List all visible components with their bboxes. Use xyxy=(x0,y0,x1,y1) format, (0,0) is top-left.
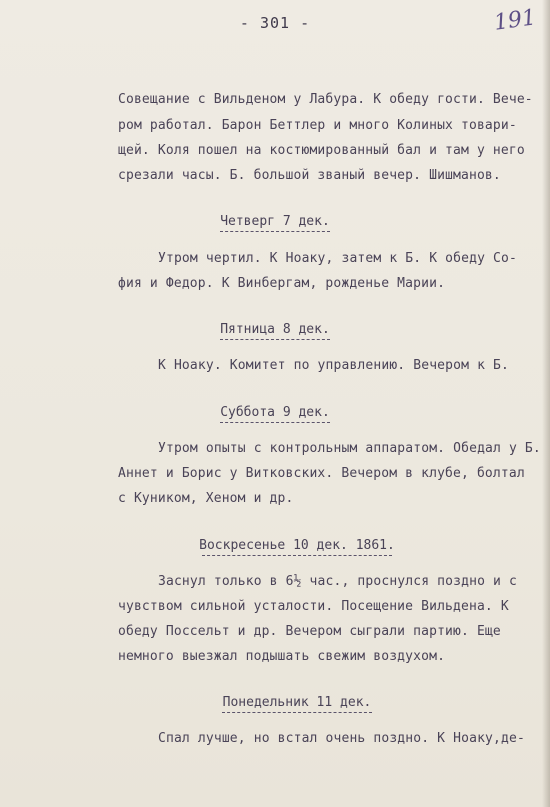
entry-heading-text: Четверг 7 дек. xyxy=(220,214,330,229)
text-line: Утром чертил. К Ноаку, затем к Б. К обеду Со- xyxy=(158,251,517,266)
heading-underline xyxy=(220,421,330,423)
text-line: Утром опыты с контрольным аппаратом. Обедал у Б. xyxy=(158,441,541,456)
heading-underline xyxy=(220,230,330,232)
text-line: с Куником, Хеном и др. xyxy=(118,491,294,506)
entry-heading-text: Воскресенье 10 дек. 1861. xyxy=(199,538,395,553)
text-line: чувством сильной усталости. Посещение Вильдена. К xyxy=(118,599,509,614)
text-line: Спал лучше, но встал очень поздно. К Ноаку,де- xyxy=(158,731,525,746)
text-line: ром работал. Барон Беттлер и много Колиных товари- xyxy=(118,118,517,133)
text-line: Совещание с Вильденом у Лабура. К обеду гости. Вече- xyxy=(118,92,533,107)
heading-underline xyxy=(220,338,330,340)
entry-heading xyxy=(0,322,550,340)
entry-heading xyxy=(0,538,550,556)
text-line: Аннет и Борис у Витковских. Вечером в клубе, болтал xyxy=(118,466,525,481)
entry-heading-text: Суббота 9 дек. xyxy=(220,405,330,420)
heading-underline xyxy=(202,554,392,556)
page-edge-shadow xyxy=(542,0,550,807)
text-line: фия и Федор. К Винбергам, рожденье Марии. xyxy=(118,276,446,291)
entry-heading-text: Пятница 8 дек. xyxy=(220,322,330,337)
text-line: срезали часы. Б. большой званый вечер. Шишманов. xyxy=(118,168,501,183)
entry-heading xyxy=(0,214,550,232)
page-number: - 301 - xyxy=(239,14,311,32)
entry-heading xyxy=(0,405,550,423)
entry-heading xyxy=(0,695,550,713)
text-line: К Ноаку. Комитет по управлению. Вечером к Б. xyxy=(158,358,509,373)
text-line: щей. Коля пошел на костюмированный бал и там у него xyxy=(118,143,525,158)
entry-heading-text: Понедельник 11 дек. xyxy=(222,695,372,710)
text-line: немного выезжал подышать свежим воздухом. xyxy=(118,649,446,664)
archive-page-number: 191 xyxy=(492,5,538,36)
text-line: Заснул только в 6½ час., проснулся поздно и с xyxy=(158,574,517,589)
text-line: обеду Поссельт и др. Вечером сыграли партию. Еще xyxy=(118,624,501,639)
heading-underline xyxy=(222,711,372,713)
